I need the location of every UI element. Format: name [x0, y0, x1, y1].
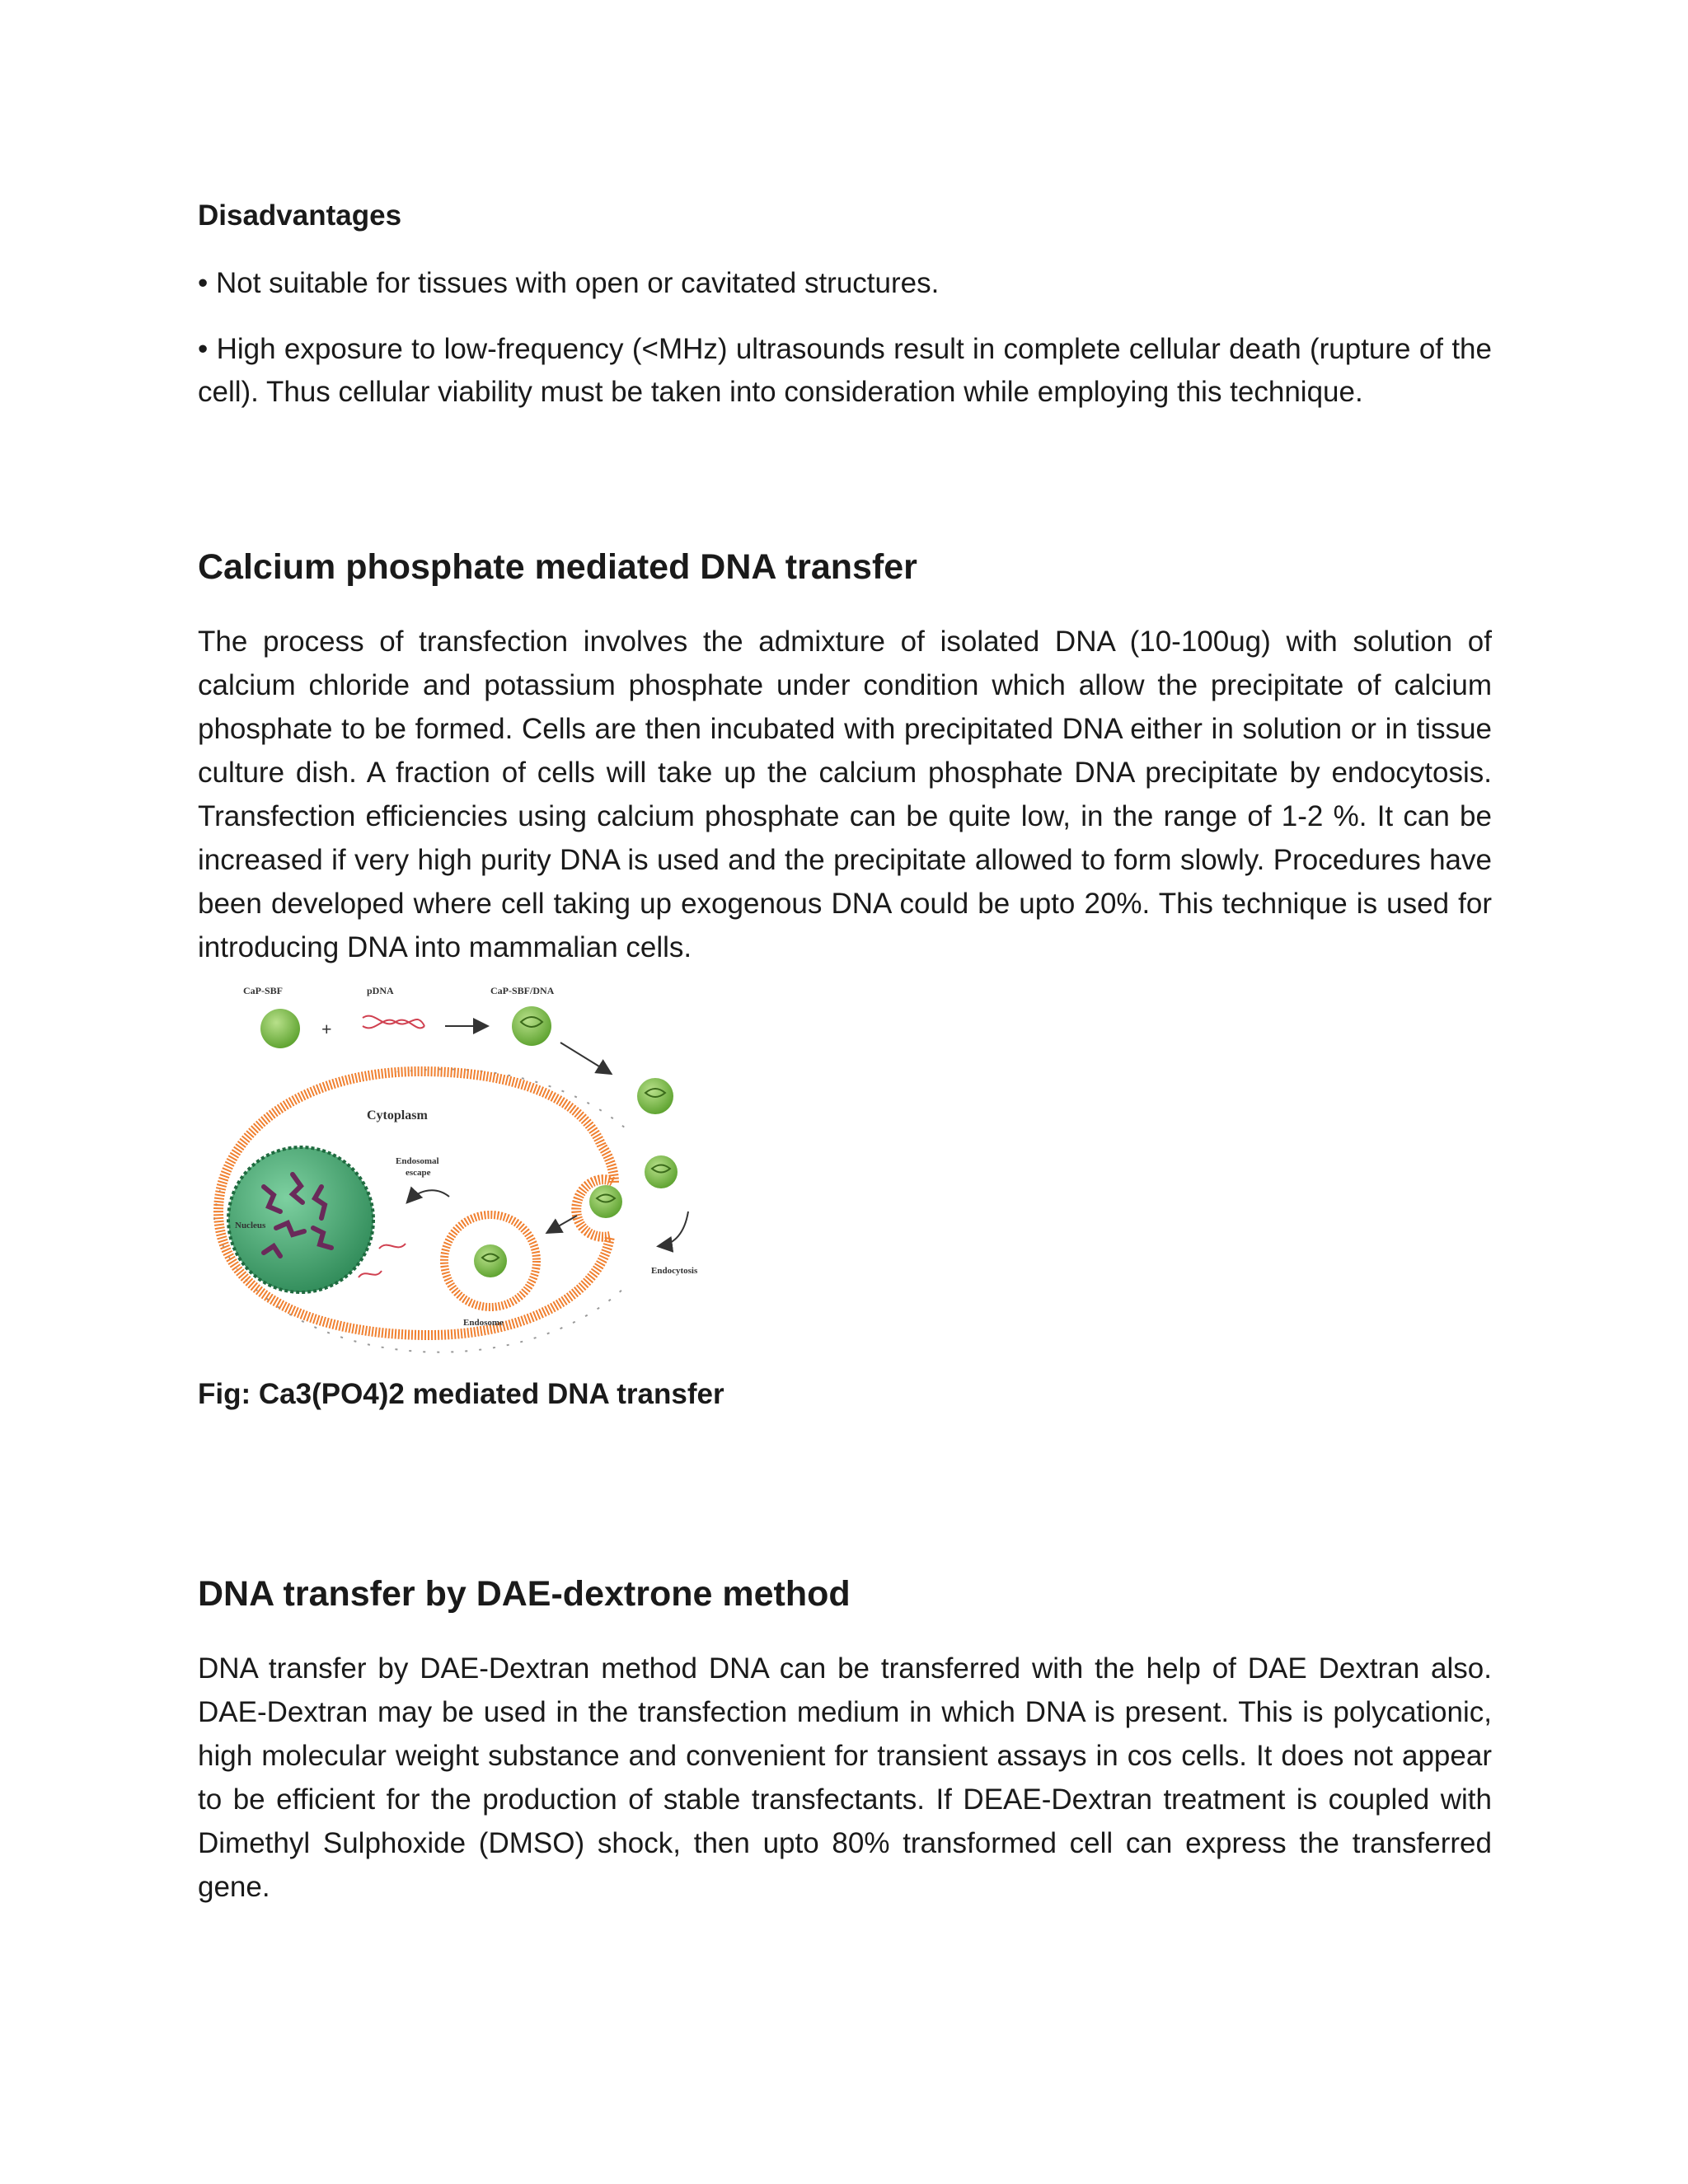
complex-label: CaP-SBF/DNA: [490, 985, 555, 996]
disadvantage-item: • Not suitable for tissues with open or cavitated structures.: [198, 267, 940, 299]
dae-dextran-title: DNA transfer by DAE-dextrone method: [198, 1574, 851, 1614]
figure-caption: Fig: Ca3(PO4)2 mediated DNA transfer: [198, 1378, 724, 1410]
plus-sign: +: [321, 1019, 332, 1039]
cytoplasm-label: Cytoplasm: [367, 1108, 428, 1122]
endocytosis-label: Endocytosis: [651, 1266, 698, 1276]
nucleus: [228, 1147, 373, 1292]
plasmid-dna-icon: [363, 1016, 424, 1029]
transfection-diagram: [198, 981, 734, 1368]
arrow-icon: [560, 1043, 610, 1073]
complex-particle: [645, 1155, 678, 1188]
nucleus-label: Nucleus: [235, 1221, 266, 1230]
complex-particle: [589, 1185, 622, 1218]
pdna-label: pDNA: [367, 985, 394, 996]
complex-particle: [637, 1078, 673, 1114]
endosome: [444, 1215, 537, 1307]
endosome-label: Endosome: [463, 1318, 504, 1328]
complex-particle: [512, 1006, 551, 1046]
disadvantages-heading: Disadvantages: [198, 199, 402, 232]
calcium-phosphate-paragraph: The process of transfection involves the admixture of isolated DNA (10-100ug) with solution of calcium chloride and potassium phosphate under condition which allow the precipitate of calcium phosphate to be formed. Cells are then incubated with precipitated DNA either in solution or in tissue culture dish. A fraction of cells will take up the calcium phosphate DNA precipitate by endocytosis. Transfection efficiencies using calcium phosphate can be quite low, in the range of 1-2 %. It can be increased if very high purity DNA is used and the precipitate allowed to form slowly. Procedures have been developed where cell taking up exogenous DNA could be upto 20%. This technique is used for introducing DNA into mammalian cells.: [198, 626, 1492, 963]
dae-dextran-paragraph: DNA transfer by DAE-Dextran method DNA can be transferred with the help of DAE Dextran also. DAE-Dextran may be used in the transfection medium in which DNA is present. This is polycationic, high molecular weight substance and convenient for transient assays in cos cells. It does not appear to be efficient for the production of stable transfectants. If DEAE-Dextran treatment is coupled with Dimethyl Sulphoxide (DMSO) shock, then upto 80% transformed cell can express the transferred gene.: [198, 1652, 1492, 1903]
calcium-phosphate-title: Calcium phosphate mediated DNA transfer: [198, 547, 917, 587]
disadvantage-item: • High exposure to low-frequency (<MHz) ultrasounds result in complete cellular death (rupture of the cell). Thus cellular viability must be taken into consideration while employing this technique.: [198, 333, 1492, 408]
caps-particle: [260, 1009, 300, 1048]
caps-label: CaP-SBF: [243, 985, 283, 996]
endosomal-escape-label: Endosomal: [396, 1156, 439, 1166]
arrow-icon: [659, 1212, 688, 1246]
endosomal-escape-label: escape: [406, 1168, 431, 1178]
